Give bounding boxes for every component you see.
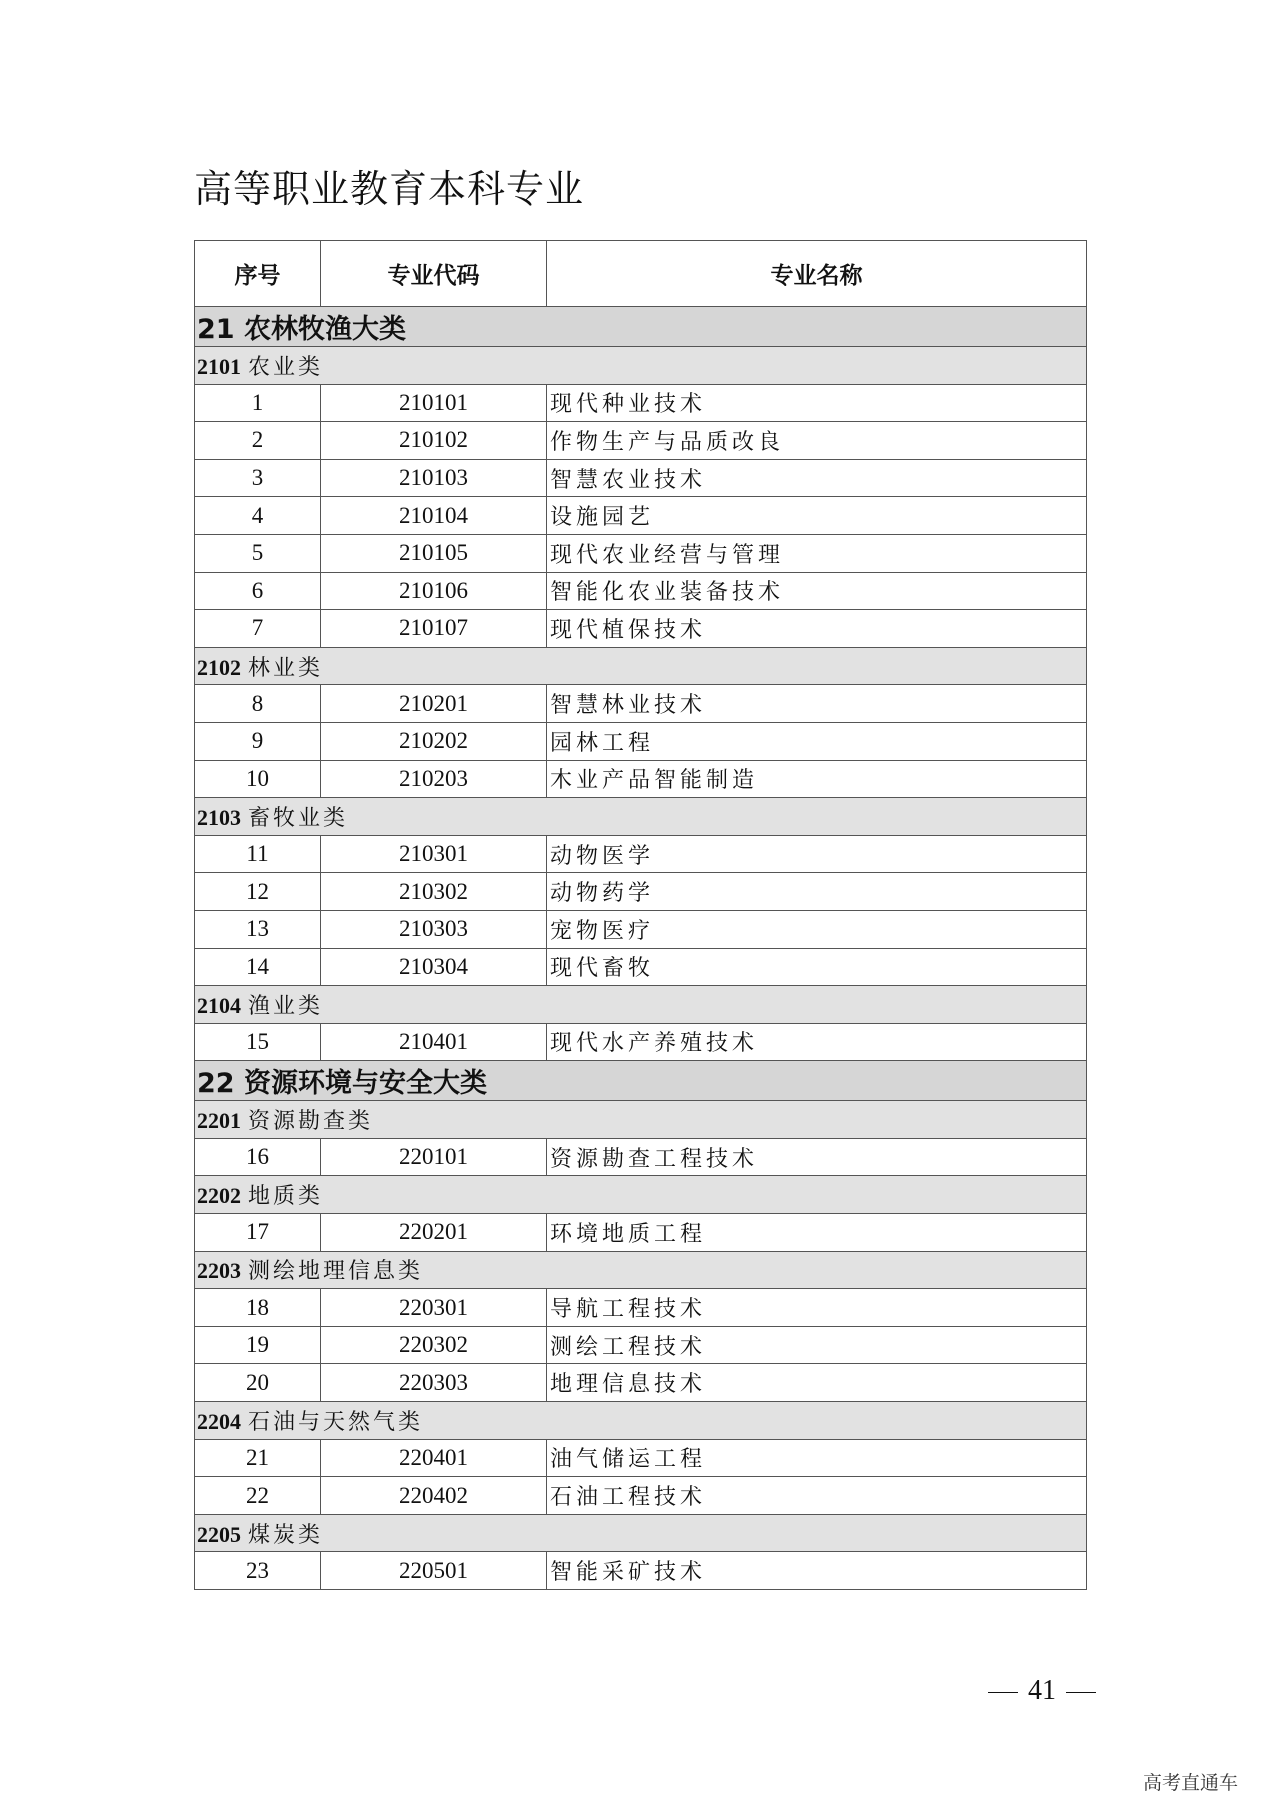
seq-cell: 2 [195, 422, 321, 460]
code-cell: 220303 [321, 1364, 547, 1402]
subcategory-row [195, 1176, 1087, 1214]
subcategory-row [195, 986, 1087, 1024]
name-cell: 现代水产养殖技术 [547, 1023, 1087, 1061]
seq-cell: 9 [195, 722, 321, 760]
subcategory-cell [195, 647, 1087, 685]
seq-cell: 13 [195, 910, 321, 948]
page-number-right-dash [1066, 1692, 1096, 1693]
seq-cell: 8 [195, 685, 321, 723]
name-cell: 智慧农业技术 [547, 459, 1087, 497]
watermark: 高考直通车 [1143, 1772, 1239, 1794]
table-header-row [195, 241, 1087, 307]
table-row [195, 422, 1087, 460]
code-cell: 210201 [321, 685, 547, 723]
seq-cell: 16 [195, 1138, 321, 1176]
subcategory-code: 2201 [197, 1108, 241, 1134]
name-cell: 油气储运工程 [547, 1439, 1087, 1477]
subcategory-name: 农业类 [248, 354, 324, 380]
subcategory-row [195, 1514, 1087, 1552]
subcategory-name: 资源勘查类 [248, 1109, 374, 1135]
table-row [195, 610, 1087, 648]
code-cell: 210103 [321, 459, 547, 497]
subcategory-row [195, 1251, 1087, 1289]
subcategory-code: 2104 [197, 992, 241, 1018]
subcategory-row [195, 1101, 1087, 1139]
subcategory-name: 煤炭类 [248, 1522, 324, 1548]
code-cell: 210301 [321, 835, 547, 873]
page-number [978, 1675, 1106, 1707]
subcategory-cell [195, 1402, 1087, 1440]
seq-cell: 6 [195, 572, 321, 610]
subcategory-cell [195, 798, 1087, 836]
seq-cell: 14 [195, 948, 321, 986]
page-title: 高等职业教育本科专业 [194, 167, 585, 211]
category-title: 22 资源环境与安全大类 [195, 1061, 1087, 1101]
seq-cell: 18 [195, 1289, 321, 1327]
name-cell: 现代畜牧 [547, 948, 1087, 986]
subcategory-name: 渔业类 [248, 993, 324, 1019]
code-cell: 210303 [321, 910, 547, 948]
seq-cell: 19 [195, 1326, 321, 1364]
code-cell: 210105 [321, 534, 547, 572]
seq-cell: 17 [195, 1214, 321, 1252]
name-cell: 宠物医疗 [547, 910, 1087, 948]
subcategory-code: 2202 [197, 1183, 241, 1209]
subcategory-code: 2101 [197, 353, 241, 379]
name-cell: 导航工程技术 [547, 1289, 1087, 1327]
table-row [195, 910, 1087, 948]
seq-cell: 23 [195, 1552, 321, 1590]
header-name: 专业名称 [547, 241, 1087, 307]
table-row [195, 459, 1087, 497]
code-cell: 220101 [321, 1138, 547, 1176]
table-body [195, 307, 1087, 1590]
seq-cell: 22 [195, 1477, 321, 1515]
seq-cell: 7 [195, 610, 321, 648]
subcategory-cell [195, 986, 1087, 1024]
table-row [195, 1214, 1087, 1252]
name-cell: 动物医学 [547, 835, 1087, 873]
seq-cell: 3 [195, 459, 321, 497]
name-cell: 现代种业技术 [547, 384, 1087, 422]
seq-cell: 5 [195, 534, 321, 572]
code-cell: 210302 [321, 873, 547, 911]
table-row [195, 384, 1087, 422]
table-row [195, 835, 1087, 873]
seq-cell: 21 [195, 1439, 321, 1477]
table-row [195, 572, 1087, 610]
name-cell: 石油工程技术 [547, 1477, 1087, 1515]
table-row [195, 1477, 1087, 1515]
seq-cell: 15 [195, 1023, 321, 1061]
subcategory-code: 2204 [197, 1408, 241, 1434]
code-cell: 220201 [321, 1214, 547, 1252]
table-row [195, 1364, 1087, 1402]
code-cell: 210107 [321, 610, 547, 648]
subcategory-row [195, 647, 1087, 685]
subcategory-cell [195, 1514, 1087, 1552]
category-row [195, 307, 1087, 347]
subcategory-row [195, 347, 1087, 385]
table-row [195, 1289, 1087, 1327]
subcategory-row [195, 1402, 1087, 1440]
seq-cell: 1 [195, 384, 321, 422]
subcategory-cell [195, 1101, 1087, 1139]
table-row [195, 1023, 1087, 1061]
name-cell: 动物药学 [547, 873, 1087, 911]
subcategory-name: 石油与天然气类 [248, 1409, 424, 1435]
page-number-left-dash [988, 1692, 1018, 1693]
subcategory-code: 2102 [197, 654, 241, 680]
code-cell: 210101 [321, 384, 547, 422]
subcategory-row [195, 798, 1087, 836]
name-cell: 现代植保技术 [547, 610, 1087, 648]
subcategory-name: 林业类 [248, 655, 324, 681]
code-cell: 210104 [321, 497, 547, 535]
subcategory-cell [195, 347, 1087, 385]
code-cell: 210106 [321, 572, 547, 610]
table-row [195, 1326, 1087, 1364]
table-row [195, 1552, 1087, 1590]
table-row [195, 1138, 1087, 1176]
seq-cell: 11 [195, 835, 321, 873]
header-seq: 序号 [195, 241, 321, 307]
name-cell: 智慧林业技术 [547, 685, 1087, 723]
seq-cell: 4 [195, 497, 321, 535]
name-cell: 园林工程 [547, 722, 1087, 760]
subcategory-name: 畜牧业类 [248, 805, 349, 831]
seq-cell: 12 [195, 873, 321, 911]
code-cell: 210401 [321, 1023, 547, 1061]
name-cell: 木业产品智能制造 [547, 760, 1087, 798]
subcategory-name: 测绘地理信息类 [248, 1259, 424, 1285]
code-cell: 210203 [321, 760, 547, 798]
table-row [195, 497, 1087, 535]
subcategory-code: 2203 [197, 1258, 241, 1284]
code-cell: 220402 [321, 1477, 547, 1515]
table-row [195, 534, 1087, 572]
subcategory-code: 2103 [197, 804, 241, 830]
category-title: 21 农林牧渔大类 [195, 307, 1087, 347]
name-cell: 智能采矿技术 [547, 1552, 1087, 1590]
seq-cell: 20 [195, 1364, 321, 1402]
code-cell: 210304 [321, 948, 547, 986]
name-cell: 设施园艺 [547, 497, 1087, 535]
code-cell: 210102 [321, 422, 547, 460]
name-cell: 地理信息技术 [547, 1364, 1087, 1402]
code-cell: 210202 [321, 722, 547, 760]
table-row [195, 948, 1087, 986]
page-number-value: 41 [1028, 1675, 1056, 1706]
table-row [195, 1439, 1087, 1477]
code-cell: 220401 [321, 1439, 547, 1477]
code-cell: 220302 [321, 1326, 547, 1364]
code-cell: 220301 [321, 1289, 547, 1327]
subcategory-cell [195, 1251, 1087, 1289]
name-cell: 资源勘查工程技术 [547, 1138, 1087, 1176]
header-code: 专业代码 [321, 241, 547, 307]
name-cell: 现代农业经营与管理 [547, 534, 1087, 572]
name-cell: 测绘工程技术 [547, 1326, 1087, 1364]
table-row [195, 873, 1087, 911]
name-cell: 智能化农业装备技术 [547, 572, 1087, 610]
subcategory-name: 地质类 [248, 1184, 324, 1210]
table-row [195, 722, 1087, 760]
majors-table [194, 240, 1087, 1590]
seq-cell: 10 [195, 760, 321, 798]
name-cell: 作物生产与品质改良 [547, 422, 1087, 460]
table-row [195, 760, 1087, 798]
subcategory-code: 2205 [197, 1521, 241, 1547]
code-cell: 220501 [321, 1552, 547, 1590]
category-row [195, 1061, 1087, 1101]
table-row [195, 685, 1087, 723]
name-cell: 环境地质工程 [547, 1214, 1087, 1252]
subcategory-cell [195, 1176, 1087, 1214]
